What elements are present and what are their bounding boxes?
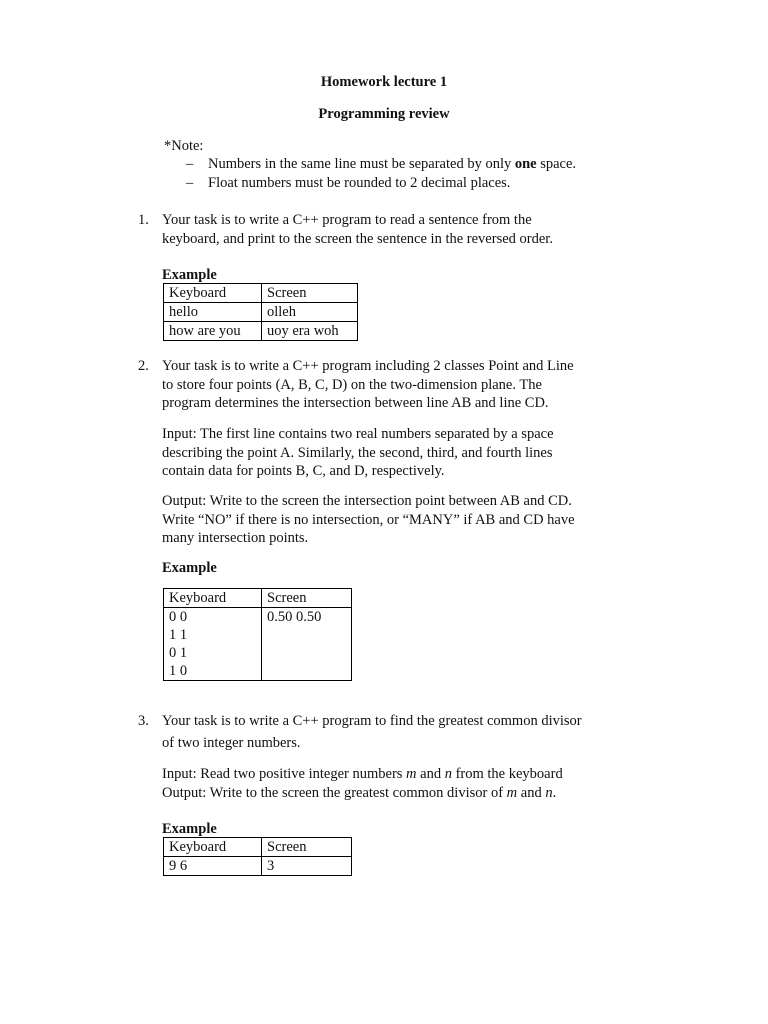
question-2-line: to store four points (A, B, C, D) on the two-dimension plane. The: [162, 376, 542, 393]
question-2-line: Your task is to write a C++ program including 2 classes Point and Line: [162, 358, 574, 374]
note-item: [186, 174, 576, 193]
question-2-text: [162, 357, 682, 413]
output-text: Output: Write to the screen the greatest common divisor of: [162, 784, 507, 801]
table-cell: how are you: [164, 322, 262, 341]
table-cell: olleh: [262, 303, 358, 322]
table-cell: 3: [262, 857, 352, 876]
note-item-text: Numbers in the same line must be separated by only: [208, 156, 515, 172]
note-item: [186, 155, 576, 174]
question-3-input: [162, 765, 682, 802]
table-row: [164, 303, 358, 322]
table-header-row: [164, 284, 358, 303]
question-3-line: of two integer numbers.: [162, 734, 301, 751]
question-3-number: 3.: [138, 713, 149, 729]
note-label: *Note:: [164, 138, 204, 154]
page-subtitle: Programming review: [318, 106, 450, 122]
input-text: from the keyboard: [451, 766, 563, 782]
table-cell: uoy era woh: [262, 322, 358, 341]
question-1-line: keyboard, and print to the screen the sentence in the reversed order.: [162, 230, 553, 247]
question-2-input-line: Input: The first line contains two real numbers separated by a space: [162, 426, 554, 442]
question-1-text: [162, 211, 682, 248]
table-cell: 0 0 1 1 0 1 1 0: [164, 608, 262, 681]
note-list: [186, 155, 576, 192]
note-item-text-end: space.: [536, 156, 577, 172]
question-2-input-line: contain data for points B, C, and D, respectively.: [162, 463, 445, 479]
table-cell: 0.50 0.50: [262, 608, 352, 681]
table-header-row: [164, 589, 352, 608]
question-3-example-table: [163, 837, 352, 876]
dash-bullet-icon: –: [186, 156, 194, 172]
question-3-text: [162, 712, 682, 752]
var-n: n: [444, 766, 452, 782]
question-3-example-label: Example: [162, 821, 217, 837]
question-3-input-line: [162, 765, 682, 784]
table-header-cell: Screen: [262, 589, 352, 608]
var-n: n: [545, 784, 553, 801]
question-2-example-table: [163, 588, 352, 681]
table-header-cell: Screen: [262, 284, 358, 303]
question-1-example-table: [163, 283, 358, 341]
page-title: Homework lecture 1: [320, 74, 448, 90]
question-1-number: 1.: [138, 212, 149, 228]
table-cell: hello: [164, 303, 262, 322]
question-2-output: [162, 492, 682, 548]
note-item-emphasis: one: [514, 156, 537, 172]
table-header-row: [164, 838, 352, 857]
question-2-line: program determines the intersection between line AB and line CD.: [162, 395, 549, 411]
table-cell: 9 6: [164, 857, 262, 876]
table-row: [164, 322, 358, 341]
output-text: and: [517, 784, 546, 801]
question-2-input: [162, 425, 682, 481]
var-m: m: [506, 784, 518, 801]
question-2-output-line: many intersection points.: [162, 530, 309, 546]
question-1-line: Your task is to write a C++ program to read a sentence from the: [162, 212, 532, 228]
input-text: Input: Read two positive integer numbers: [162, 766, 407, 782]
question-3-line: Your task is to write a C++ program to find the greatest common divisor: [162, 713, 582, 729]
question-2-example-label: Example: [162, 560, 217, 576]
note-item-text: Float numbers must be rounded to 2 decimal places.: [208, 174, 511, 191]
table-header-cell: Screen: [262, 838, 352, 857]
table-row: [164, 608, 352, 681]
dash-bullet-icon: –: [186, 174, 194, 191]
question-2-input-line: describing the point A. Similarly, the second, third, and fourth lines: [162, 444, 553, 461]
output-text: .: [552, 784, 557, 801]
question-3-output-line: [162, 784, 682, 803]
question-2-number: 2.: [138, 358, 149, 374]
table-header-cell: Keyboard: [164, 589, 262, 608]
question-1-example-label: Example: [162, 267, 217, 283]
question-2-output-line: Write “NO” if there is no intersection, or “MANY” if AB and CD have: [162, 511, 575, 528]
question-2-output-line: Output: Write to the screen the intersection point between AB and CD.: [162, 493, 572, 509]
table-header-cell: Keyboard: [164, 838, 262, 857]
table-header-cell: Keyboard: [164, 284, 262, 303]
input-text: and: [416, 766, 445, 782]
var-m: m: [406, 766, 417, 782]
table-row: [164, 857, 352, 876]
